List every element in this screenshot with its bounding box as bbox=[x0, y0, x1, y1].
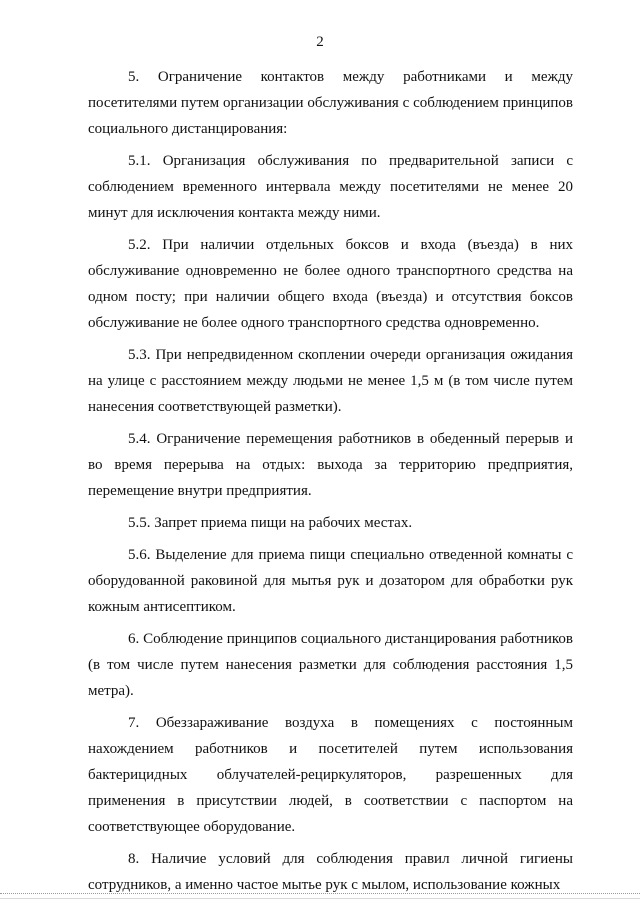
paragraph-5-5: 5.5. Запрет приема пищи на рабочих местах. bbox=[128, 515, 413, 531]
paragraph-5-6: 5.6. Выделение для приема пищи специально отведенной комнаты с оборудованной раковиной для мытья рук и дозатором для обработки рук кожным антисептиком. bbox=[88, 547, 573, 615]
paragraph-7: 7. Обеззараживание воздуха в помещениях с постоянным нахождением работников и посетителей путем использования бактерицидных облучателей-рециркуляторов, разрешенных для применения в присутствии людей, в соответствии с паспортом на соответствующее оборудование. bbox=[88, 715, 573, 835]
scan-edge-line-secondary bbox=[0, 898, 640, 899]
paragraph-5: 5. Ограничение контактов между работниками и между посетителями путем организации обслуживания с соблюдением принципов социального дистанцирования: bbox=[88, 69, 573, 137]
paragraph-5-2: 5.2. При наличии отдельных боксов и входа (въезда) в них обслуживание одновременно не более одного транспортного средства на одном посту; при наличии общего входа (въезда) и отсутствия боксов обслуживание не более одного транспортного средства одновременно. bbox=[88, 237, 573, 331]
paragraph-5-1: 5.1. Организация обслуживания по предварительной записи с соблюдением временного интервала между посетителями не менее 20 минут для исключения контакта между ними. bbox=[88, 153, 573, 221]
page-number: 2 bbox=[316, 34, 324, 50]
document-body bbox=[88, 64, 573, 904]
paragraph-5-4: 5.4. Ограничение перемещения работников в обеденный перерыв и во время перерыва на отдых: выхода за территорию предприятия, перемещение внутри предприятия. bbox=[88, 431, 573, 499]
paragraph-5-3: 5.3. При непредвиденном скоплении очереди организация ожидания на улице с расстоянием между людьми не менее 1,5 м (в том числе путем нанесения соответствующей разметки). bbox=[88, 347, 573, 415]
paragraph-8: 8. Наличие условий для соблюдения правил личной гигиены сотрудников, а именно частое мытье рук с мылом, использование кожных bbox=[88, 851, 573, 893]
scan-edge-line bbox=[0, 893, 640, 894]
paragraph-6: 6. Соблюдение принципов социального дистанцирования работников (в том числе путем нанесения разметки для соблюдения расстояния 1,5 метра). bbox=[88, 631, 573, 699]
